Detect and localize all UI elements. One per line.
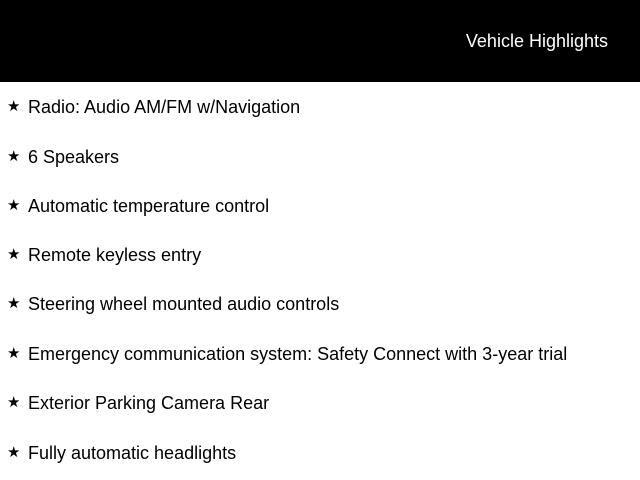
star-icon: ★ [7, 345, 21, 362]
star-icon: ★ [7, 98, 21, 115]
page-title: Vehicle Highlights [465, 31, 608, 51]
highlight-label: Fully automatic headlights [28, 443, 237, 463]
list-item [0, 95, 640, 119]
star-icon: ★ [7, 295, 21, 312]
star-icon: ★ [7, 444, 21, 461]
list-item [0, 292, 640, 316]
star-icon: ★ [7, 246, 21, 263]
highlight-label: Steering wheel mounted audio controls [28, 294, 340, 314]
list-item [0, 441, 640, 465]
highlight-label: Exterior Parking Camera Rear [28, 393, 270, 413]
list-item [0, 145, 640, 169]
highlight-label: Remote keyless entry [28, 245, 202, 265]
list-item [0, 243, 640, 267]
list-item [0, 194, 640, 218]
star-icon: ★ [7, 148, 21, 165]
list-item [0, 342, 640, 366]
list-item [0, 391, 640, 415]
highlight-label: Automatic temperature control [28, 196, 270, 216]
highlight-label: 6 Speakers [28, 147, 120, 167]
header-bar [0, 0, 640, 82]
star-icon: ★ [7, 197, 21, 214]
highlight-label: Radio: Audio AM/FM w/Navigation [28, 97, 301, 117]
highlight-label: Emergency communication system: Safety Connect with 3-year trial [28, 344, 568, 364]
star-icon: ★ [7, 394, 21, 411]
